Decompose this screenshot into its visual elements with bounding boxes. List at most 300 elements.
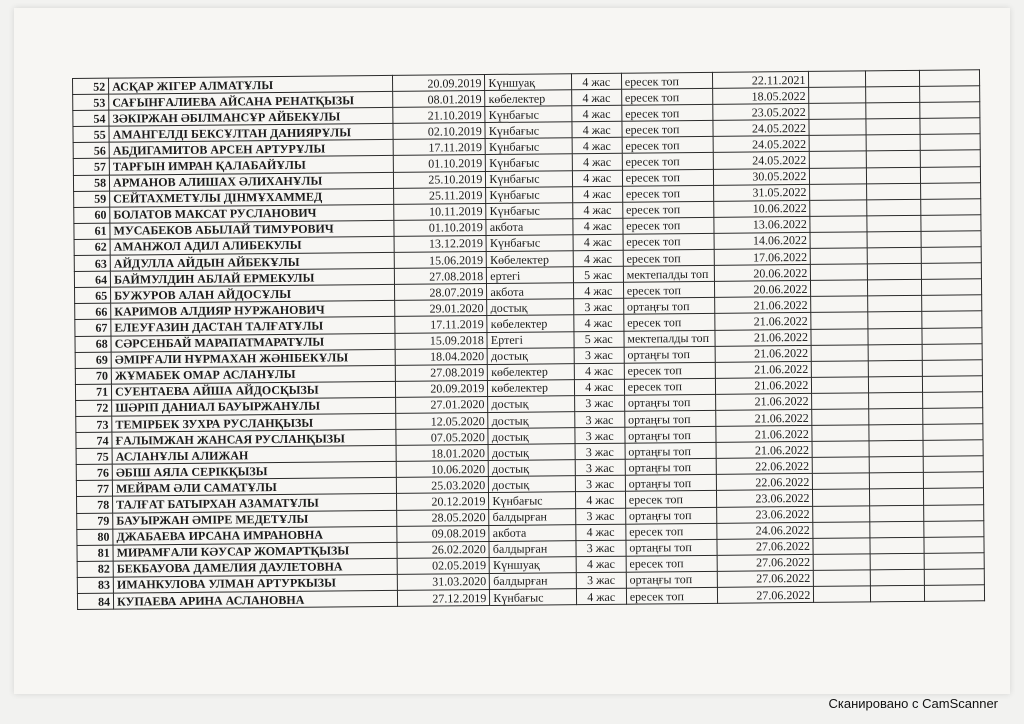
age: 4 жас [572, 170, 622, 187]
child-name: ИМАНКУЛОВА УЛМАН АРТУРКЫЗЫ [113, 574, 397, 593]
birth-date: 25.03.2020 [396, 477, 488, 494]
age: 3 жас [576, 572, 626, 589]
class-level: ересек топ [624, 378, 715, 395]
row-number: 76 [76, 464, 112, 480]
age: 4 жас [573, 250, 623, 267]
birth-date: 20.09.2019 [393, 75, 485, 92]
birth-date: 10.11.2019 [394, 203, 486, 220]
class-level: ересек топ [624, 362, 715, 379]
empty-cell [867, 280, 921, 297]
empty-cell [866, 151, 920, 168]
empty-cell [865, 119, 919, 136]
child-name: МИРАМҒАЛИ КӘУСАР ЖОМАРТҚЫЗЫ [113, 542, 397, 561]
enrollment-date: 23.06.2022 [717, 506, 813, 523]
class-level: ересек топ [621, 88, 712, 105]
enrollment-date: 21.06.2022 [716, 409, 812, 426]
empty-cell [923, 424, 983, 441]
row-number: 64 [74, 271, 110, 287]
birth-date: 27.01.2020 [396, 396, 488, 413]
empty-cell [924, 520, 984, 537]
row-number: 78 [77, 497, 113, 513]
row-number: 57 [73, 159, 109, 175]
empty-cell [809, 135, 865, 152]
empty-cell [813, 538, 869, 555]
group-name: Күнбағыс [486, 202, 572, 219]
enrollment-date: 21.06.2022 [716, 425, 812, 442]
children-list-table [72, 69, 985, 610]
group-name: Күнбағыс [489, 492, 575, 509]
empty-cell [922, 343, 982, 360]
class-level: ересек топ [622, 169, 713, 186]
enrollment-date: 27.06.2022 [717, 554, 813, 571]
row-number: 55 [73, 126, 109, 142]
group-name: достық [489, 460, 575, 477]
birth-date: 02.10.2019 [393, 123, 485, 140]
row-number: 59 [74, 191, 110, 207]
empty-cell [923, 472, 983, 489]
row-number: 73 [76, 416, 112, 432]
empty-cell [922, 359, 982, 376]
birth-date: 10.06.2020 [396, 461, 488, 478]
group-name: достық [488, 412, 574, 429]
age: 3 жас [575, 427, 625, 444]
child-name: БЕКБАУОВА ДАМЕЛИЯ ДАУЛЕТОВНА [113, 558, 397, 577]
empty-cell [920, 134, 980, 151]
birth-date: 17.11.2019 [393, 139, 485, 156]
empty-cell [869, 521, 923, 538]
row-number: 74 [76, 432, 112, 448]
class-level: ортаңғы топ [625, 459, 716, 476]
enrollment-date: 21.06.2022 [715, 313, 811, 330]
empty-cell [920, 102, 980, 119]
child-name: ТАЛҒАТ БАТЫРХАН АЗАМАТҰЛЫ [113, 494, 397, 513]
class-level: ересек топ [625, 491, 716, 508]
birth-date: 28.07.2019 [395, 284, 487, 301]
class-level: ересек топ [622, 105, 713, 122]
table-body [73, 70, 985, 610]
group-name: достық [487, 347, 573, 364]
empty-cell [922, 392, 982, 409]
row-number: 80 [77, 529, 113, 545]
empty-cell [812, 409, 868, 426]
age: 3 жас [575, 476, 625, 493]
age: 5 жас [573, 266, 623, 283]
empty-cell [811, 264, 867, 281]
empty-cell [813, 457, 869, 474]
empty-cell [866, 183, 920, 200]
group-name: достық [489, 476, 575, 493]
empty-cell [813, 489, 869, 506]
enrollment-date: 21.06.2022 [715, 377, 811, 394]
age: 4 жас [575, 524, 625, 541]
age: 4 жас [573, 282, 623, 299]
row-number: 58 [73, 175, 109, 191]
age: 3 жас [574, 395, 624, 412]
age: 5 жас [574, 331, 624, 348]
empty-cell [866, 199, 920, 216]
class-level: ересек топ [623, 233, 714, 250]
child-name: ӘМІРҒАЛИ НҰРМАХАН ЖӘНІБЕКҰЛЫ [111, 349, 395, 368]
empty-cell [809, 103, 865, 120]
group-name: Күнбағыс [486, 154, 572, 171]
birth-date: 28.05.2020 [397, 509, 489, 526]
age: 4 жас [571, 73, 621, 90]
empty-cell [923, 504, 983, 521]
child-name: АЙДУЛЛА АЙДЫН АЙБЕКҰЛЫ [110, 252, 394, 271]
child-name: ДЖАБАЕВА ИРСАНА ИМРАНОВНА [113, 526, 397, 545]
child-name: СУЕНТАЕВА АЙША АЙДОСҚЫЗЫ [112, 381, 396, 400]
group-name: Көбелектер [487, 251, 573, 268]
child-name: МЕЙРАМ ӘЛИ САМАТҰЛЫ [112, 478, 396, 497]
birth-date: 13.12.2019 [394, 235, 486, 252]
child-name: САҒЫНҒАЛИЕВА АЙСАНА РЕНАТҚЫЗЫ [109, 92, 393, 111]
child-name: ЕЛЕУҒАЗИН ДАСТАН ТАЛҒАТҰЛЫ [111, 317, 395, 336]
empty-cell [867, 247, 921, 264]
empty-cell [813, 554, 869, 571]
camscanner-watermark: Сканировано с CamScanner [828, 696, 998, 711]
row-number: 82 [77, 561, 113, 577]
group-name: Ертегі [487, 331, 573, 348]
enrollment-date: 30.05.2022 [713, 168, 809, 185]
empty-cell [920, 166, 980, 183]
class-level: ересек топ [622, 185, 713, 202]
class-level: ересек топ [622, 153, 713, 170]
group-name: достық [488, 396, 574, 413]
age: 4 жас [571, 89, 621, 106]
group-name: акбота [489, 524, 575, 541]
birth-date: 21.10.2019 [393, 107, 485, 124]
enrollment-date: 24.05.2022 [713, 152, 809, 169]
group-name: көбелектер [488, 363, 574, 380]
empty-cell [919, 86, 979, 103]
group-name: балдырған [489, 508, 575, 525]
enrollment-date: 10.06.2022 [714, 200, 810, 217]
empty-cell [811, 328, 867, 345]
class-level: ортаңғы топ [625, 507, 716, 524]
empty-cell [809, 87, 865, 104]
group-name: көбелектер [485, 90, 571, 107]
empty-cell [924, 585, 984, 602]
group-name: көбелектер [487, 315, 573, 332]
enrollment-date: 21.06.2022 [716, 393, 812, 410]
empty-cell [813, 521, 869, 538]
class-level: ортаңғы топ [625, 410, 716, 427]
empty-cell [812, 361, 868, 378]
enrollment-date: 17.06.2022 [714, 248, 810, 265]
row-number: 66 [75, 303, 111, 319]
empty-cell [813, 473, 869, 490]
class-level: ортаңғы топ [625, 426, 716, 443]
birth-date: 20.09.2019 [395, 380, 487, 397]
child-name: АМАНГЕЛДІ БЕКСҰЛТАН ДАНИЯРҰЛЫ [109, 124, 393, 143]
empty-cell [811, 312, 867, 329]
age: 4 жас [573, 315, 623, 332]
age: 3 жас [575, 443, 625, 460]
empty-cell [869, 457, 923, 474]
enrollment-date: 23.06.2022 [717, 490, 813, 507]
class-level: ересек топ [626, 523, 717, 540]
empty-cell [868, 360, 922, 377]
empty-cell [924, 536, 984, 553]
age: 4 жас [576, 556, 626, 573]
child-name: АСЛАНҰЛЫ АЛИЖАН [112, 446, 396, 465]
row-number: 63 [74, 255, 110, 271]
empty-cell [868, 392, 922, 409]
empty-cell [812, 393, 868, 410]
empty-cell [920, 118, 980, 135]
empty-cell [865, 70, 919, 87]
child-name: АБДИГАМИТОВ АРСЕН АРТУРҰЛЫ [109, 140, 393, 159]
enrollment-date: 14.06.2022 [714, 232, 810, 249]
child-name: ЖҰМАБЕК ОМАР АСЛАНҰЛЫ [111, 365, 395, 384]
empty-cell [867, 263, 921, 280]
child-name: БАУЫРЖАН ӘМІРЕ МЕДЕТҰЛЫ [113, 510, 397, 529]
class-level: ересек топ [626, 587, 717, 604]
child-name: КАРИМОВ АЛДИЯР НУРЖАНОВИЧ [111, 301, 395, 320]
age: 4 жас [574, 363, 624, 380]
age: 4 жас [572, 122, 622, 139]
empty-cell [924, 553, 984, 570]
class-level: ересек топ [622, 121, 713, 138]
group-name: балдырған [489, 540, 575, 557]
empty-cell [867, 312, 921, 329]
birth-date: 17.11.2019 [395, 316, 487, 333]
child-name: БУЖУРОВ АЛАН АЙДОСҰЛЫ [111, 285, 395, 304]
age: 4 жас [572, 154, 622, 171]
empty-cell [922, 311, 982, 328]
enrollment-date: 18.05.2022 [713, 88, 809, 105]
child-name: ӘБІШ АЯЛА СЕРІКҚЫЗЫ [112, 462, 396, 481]
enrollment-date: 21.06.2022 [715, 297, 811, 314]
child-name: ЗӘКІРЖАН ӘБІЛМАНСҰР АЙБЕКҰЛЫ [109, 108, 393, 127]
class-level: ортаңғы топ [625, 442, 716, 459]
empty-cell [865, 103, 919, 120]
group-name: Күншуақ [485, 74, 571, 91]
empty-cell [811, 280, 867, 297]
class-level: мектепалды топ [624, 330, 715, 347]
enrollment-date: 21.06.2022 [715, 361, 811, 378]
child-name: БАЙМУЛДИН АБЛАЙ ЕРМЕКУЛЫ [110, 269, 394, 288]
age: 4 жас [572, 138, 622, 155]
row-number: 84 [77, 593, 113, 609]
child-name: ТАРҒЫН ИМРАН ҚАЛАБАЙҰЛЫ [109, 156, 393, 175]
empty-cell [869, 473, 923, 490]
child-name: АРМАНОВ АЛИШАХ ӘЛИХАНҰЛЫ [110, 172, 394, 191]
empty-cell [923, 456, 983, 473]
birth-date: 07.05.2020 [396, 429, 488, 446]
empty-cell [813, 505, 869, 522]
group-name: акбота [486, 219, 572, 236]
age: 4 жас [572, 202, 622, 219]
row-number: 61 [74, 223, 110, 239]
empty-cell [870, 585, 924, 602]
class-level: ортаңғы топ [625, 475, 716, 492]
empty-cell [921, 215, 981, 232]
age: 3 жас [574, 347, 624, 364]
empty-cell [810, 184, 866, 201]
class-level: ересек топ [623, 249, 714, 266]
class-level: ересек топ [622, 201, 713, 218]
age: 4 жас [573, 234, 623, 251]
empty-cell [920, 182, 980, 199]
empty-cell [870, 553, 924, 570]
empty-cell [811, 296, 867, 313]
group-name: достық [487, 299, 573, 316]
empty-cell [921, 231, 981, 248]
child-name: ТЕМІРБЕК ЗУХРА РУСЛАНҚЫЗЫ [112, 413, 396, 432]
empty-cell [921, 247, 981, 264]
empty-cell [869, 441, 923, 458]
group-name: Күнбағыс [490, 589, 576, 606]
row-number: 68 [75, 336, 111, 352]
empty-cell [810, 151, 866, 168]
enrollment-date: 22.06.2022 [716, 458, 812, 475]
class-level: мектепалды топ [623, 265, 714, 282]
enrollment-date: 22.06.2022 [716, 474, 812, 491]
age: 4 жас [572, 218, 622, 235]
group-name: Күнбағыс [485, 138, 571, 155]
row-number: 81 [77, 545, 113, 561]
empty-cell [812, 377, 868, 394]
empty-cell [809, 119, 865, 136]
age: 4 жас [571, 105, 621, 122]
empty-cell [920, 150, 980, 167]
class-level: ересек топ [623, 282, 714, 299]
empty-cell [814, 586, 870, 603]
age: 4 жас [575, 492, 625, 509]
group-name: достық [488, 428, 574, 445]
birth-date: 15.09.2018 [395, 332, 487, 349]
empty-cell [919, 70, 979, 87]
empty-cell [924, 569, 984, 586]
birth-date: 08.01.2019 [393, 91, 485, 108]
birth-date: 25.11.2019 [394, 187, 486, 204]
empty-cell [866, 135, 920, 152]
age: 4 жас [576, 588, 626, 605]
child-name: СӘРСЕНБАЙ МАРАПАТМАРАТҰЛЫ [111, 333, 395, 352]
birth-date: 15.06.2019 [394, 252, 486, 269]
age: 3 жас [575, 508, 625, 525]
birth-date: 18.01.2020 [396, 445, 488, 462]
class-level: ортаңғы топ [623, 298, 714, 315]
enrollment-date: 24.05.2022 [713, 120, 809, 137]
empty-cell [811, 344, 867, 361]
empty-cell [923, 440, 983, 457]
group-name: Күнбағыс [485, 122, 571, 139]
child-name: ҒАЛЫМЖАН ЖАНСАЯ РУСЛАНҚЫЗЫ [112, 429, 396, 448]
enrollment-date: 20.06.2022 [715, 281, 811, 298]
empty-cell [922, 376, 982, 393]
row-number: 72 [76, 400, 112, 416]
class-level: ортаңғы топ [626, 571, 717, 588]
empty-cell [814, 570, 870, 587]
empty-cell [866, 215, 920, 232]
class-level: ересек топ [622, 137, 713, 154]
age: 3 жас [573, 299, 623, 316]
child-name: МУСАБЕКОВ АБЫЛАЙ ТИМУРОВИЧ [110, 220, 394, 239]
empty-cell [810, 216, 866, 233]
empty-cell [868, 408, 922, 425]
empty-cell [869, 489, 923, 506]
empty-cell [869, 505, 923, 522]
group-name: Күншуақ [489, 556, 575, 573]
birth-date: 27.08.2019 [395, 364, 487, 381]
birth-date: 09.08.2019 [397, 525, 489, 542]
row-number: 60 [74, 207, 110, 223]
class-level: ортаңғы топ [626, 539, 717, 556]
enrollment-date: 22.11.2021 [713, 71, 809, 88]
class-level: ересек топ [623, 217, 714, 234]
birth-date: 27.08.2018 [394, 268, 486, 285]
group-name: балдырған [490, 573, 576, 590]
row-number: 54 [73, 110, 109, 126]
empty-cell [810, 167, 866, 184]
empty-cell [868, 424, 922, 441]
empty-cell [811, 248, 867, 265]
age: 4 жас [572, 186, 622, 203]
group-name: акбота [487, 283, 573, 300]
empty-cell [868, 328, 922, 345]
child-name: СЕЙТАХМЕТҰЛЫ ДІНМҰХАММЕД [110, 188, 394, 207]
row-number: 53 [73, 94, 109, 110]
age: 3 жас [576, 540, 626, 557]
group-name: ертегі [487, 267, 573, 284]
group-name: Күнбағыс [486, 170, 572, 187]
birth-date: 26.02.2020 [397, 541, 489, 558]
empty-cell [922, 408, 982, 425]
group-name: достық [488, 444, 574, 461]
empty-cell [812, 441, 868, 458]
empty-cell [921, 295, 981, 312]
enrollment-date: 21.06.2022 [716, 442, 812, 459]
row-number: 62 [74, 239, 110, 255]
class-level: ересек топ [621, 72, 712, 89]
age: 4 жас [574, 379, 624, 396]
child-name: КУПАЕВА АРИНА АСЛАНОВНА [114, 590, 398, 609]
empty-cell [809, 71, 865, 88]
scanned-page [14, 8, 1010, 694]
class-level: ортаңғы топ [624, 394, 715, 411]
row-number: 65 [75, 287, 111, 303]
child-name: АСҚАР ЖІГЕР АЛМАТҰЛЫ [109, 75, 393, 94]
empty-cell [867, 296, 921, 313]
empty-cell [923, 488, 983, 505]
empty-cell [868, 344, 922, 361]
group-name: Күнбағыс [486, 186, 572, 203]
birth-date: 01.10.2019 [394, 219, 486, 236]
enrollment-date: 27.06.2022 [717, 570, 813, 587]
age: 3 жас [574, 411, 624, 428]
row-number: 69 [75, 352, 111, 368]
birth-date: 12.05.2020 [396, 412, 488, 429]
enrollment-date: 23.05.2022 [713, 104, 809, 121]
empty-cell [865, 86, 919, 103]
enrollment-date: 31.05.2022 [714, 184, 810, 201]
enrollment-date: 27.06.2022 [717, 586, 813, 603]
enrollment-date: 24.05.2022 [713, 136, 809, 153]
birth-date: 25.10.2019 [393, 171, 485, 188]
birth-date: 29.01.2020 [395, 300, 487, 317]
class-level: ортаңғы топ [624, 346, 715, 363]
row-number: 56 [73, 143, 109, 159]
row-number: 70 [75, 368, 111, 384]
row-number: 75 [76, 448, 112, 464]
row-number: 79 [77, 513, 113, 529]
empty-cell [920, 199, 980, 216]
child-name: АМАНЖОЛ АДИЛ АЛИБЕКУЛЫ [110, 236, 394, 255]
empty-cell [810, 232, 866, 249]
empty-cell [921, 263, 981, 280]
